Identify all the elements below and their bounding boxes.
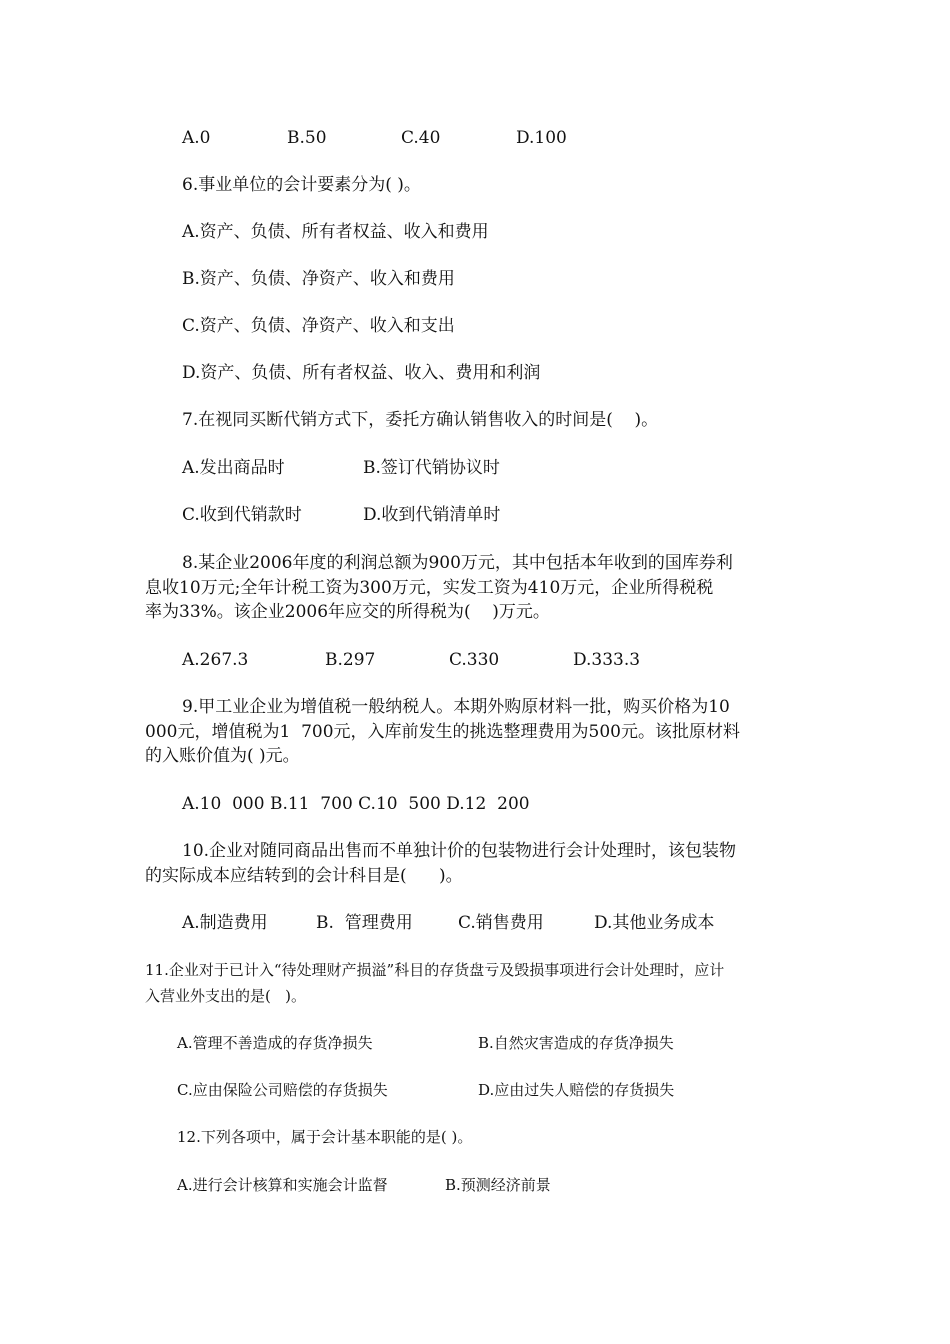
q6-option-d: D.资产、负债、所有者权益、收入、费用和利润 — [182, 363, 541, 383]
q6-stem: 6.事业单位的会计要素分为( )。 — [182, 175, 421, 195]
q7-option-a: A.发出商品时 — [182, 458, 285, 478]
q7-stem: 7.在视同买断代销方式下，委托方确认销售收入的时间是( )。 — [182, 410, 659, 430]
q12-option-a: A.进行会计核算和实施会计监督 — [177, 1176, 388, 1194]
q9-stem-line-3: 的入账价值为( )元。 — [145, 746, 300, 766]
q6-option-a: A.资产、负债、所有者权益、收入和费用 — [182, 222, 489, 242]
q7-option-d: D.收到代销清单时 — [363, 505, 501, 525]
q10-option-d: D.其他业务成本 — [594, 913, 715, 933]
q5-option-b: B.50 — [287, 128, 327, 148]
q9-stem-line-1: 9.甲工业企业为增值税一般纳税人。本期外购原材料一批，购买价格为10 — [182, 697, 730, 717]
q10-option-b: B. 管理费用 — [316, 913, 413, 933]
q5-option-d: D.100 — [516, 128, 567, 148]
q11-stem-line-2: 入营业外支出的是( )。 — [145, 987, 307, 1005]
q10-stem-line-1: 10.企业对随同商品出售而不单独计价的包装物进行会计处理时，该包装物 — [182, 841, 737, 861]
q11-option-b: B.自然灾害造成的存货净损失 — [478, 1034, 674, 1052]
q8-stem-line-3: 率为33%。该企业2006年应交的所得税为( )万元。 — [145, 602, 550, 622]
q12-option-b: B.预测经济前景 — [445, 1176, 551, 1194]
q5-option-c: C.40 — [401, 128, 441, 148]
q11-option-c: C.应由保险公司赔偿的存货损失 — [177, 1081, 388, 1099]
q6-option-b: B.资产、负债、净资产、收入和费用 — [182, 269, 455, 289]
q5-option-a: A.0 — [182, 128, 211, 148]
q8-stem-line-2: 息收10万元;全年计税工资为300万元，实发工资为410万元，企业所得税税 — [145, 578, 714, 598]
q10-option-a: A.制造费用 — [182, 913, 268, 933]
q8-stem-line-1: 8.某企业2006年度的利润总额为900万元，其中包括本年收到的国库券利 — [182, 553, 733, 573]
q7-option-b: B.签订代销协议时 — [363, 458, 500, 478]
q9-stem-line-2: 000元，增值税为1 700元，入库前发生的挑选整理费用为500元。该批原材料 — [145, 722, 740, 742]
q6-option-c: C.资产、负债、净资产、收入和支出 — [182, 316, 455, 336]
q11-option-d: D.应由过失人赔偿的存货损失 — [478, 1081, 675, 1099]
q7-option-c: C.收到代销款时 — [182, 505, 302, 525]
q8-option-b: B.297 — [325, 650, 376, 670]
q8-option-d: D.333.3 — [573, 650, 641, 670]
q10-stem-line-2: 的实际成本应结转到的会计科目是( )。 — [145, 866, 463, 886]
q11-stem-line-1: 11.企业对于已计入“待处理财产损溢”科目的存货盘亏及毁损事项进行会计处理时，应计 — [145, 961, 725, 979]
q9-options: A.10 000 B.11 700 C.10 500 D.12 200 — [182, 794, 530, 814]
q11-option-a: A.管理不善造成的存货净损失 — [177, 1034, 373, 1052]
q8-option-a: A.267.3 — [182, 650, 249, 670]
q12-stem: 12.下列各项中，属于会计基本职能的是( )。 — [177, 1128, 473, 1146]
q8-option-c: C.330 — [449, 650, 500, 670]
q10-option-c: C.销售费用 — [458, 913, 544, 933]
